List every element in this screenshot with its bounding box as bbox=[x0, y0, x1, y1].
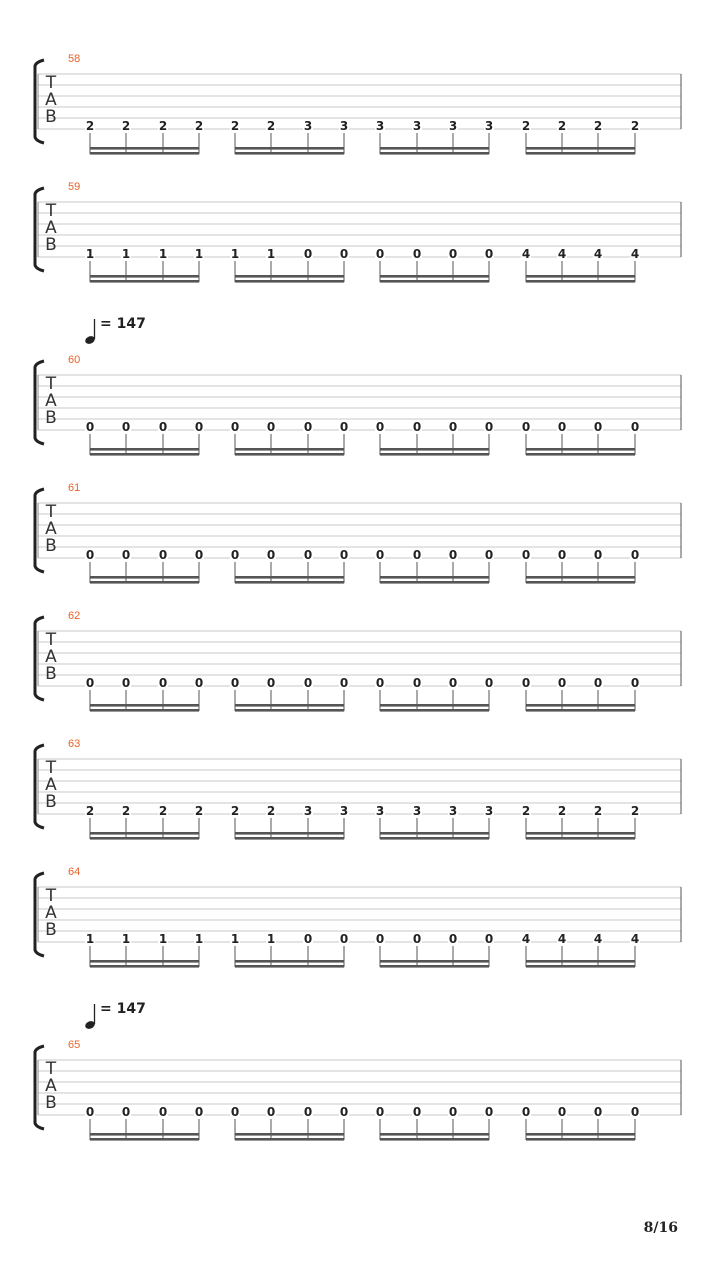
beam bbox=[380, 152, 489, 155]
fret-number: 0 bbox=[194, 1105, 204, 1119]
beam bbox=[526, 837, 635, 840]
bar-number: 58 bbox=[68, 53, 81, 65]
beam bbox=[90, 581, 199, 584]
beam bbox=[235, 576, 344, 579]
tab-system bbox=[35, 738, 681, 840]
tab-clef-letter: T bbox=[45, 630, 57, 650]
tab-clef-letter: A bbox=[45, 519, 57, 539]
tab-clef-letter: B bbox=[45, 664, 57, 684]
fret-number: 0 bbox=[339, 1105, 349, 1119]
fret-number: 0 bbox=[412, 676, 422, 690]
fret-number: 0 bbox=[85, 1105, 95, 1119]
fret-number: 2 bbox=[194, 804, 204, 818]
fret-number: 0 bbox=[484, 548, 494, 562]
tab-system bbox=[35, 53, 681, 155]
fret-number: 4 bbox=[593, 932, 603, 946]
beam bbox=[235, 960, 344, 963]
beam bbox=[90, 837, 199, 840]
tab-clef-letter: B bbox=[45, 235, 57, 255]
fret-number: 0 bbox=[521, 676, 531, 690]
fret-number: 2 bbox=[630, 119, 640, 133]
tab-clef-letter: A bbox=[45, 1076, 57, 1096]
beam bbox=[380, 965, 489, 968]
fret-number: 2 bbox=[593, 804, 603, 818]
fret-number: 2 bbox=[85, 119, 95, 133]
fret-number: 0 bbox=[557, 1105, 567, 1119]
fret-number: 0 bbox=[593, 676, 603, 690]
beam bbox=[90, 965, 199, 968]
beam bbox=[235, 704, 344, 707]
tab-clef-letter: T bbox=[45, 758, 57, 778]
fret-number: 3 bbox=[375, 119, 385, 133]
fret-number: 0 bbox=[230, 1105, 240, 1119]
tab-system bbox=[35, 610, 681, 712]
fret-number: 1 bbox=[194, 932, 204, 946]
fret-number: 0 bbox=[194, 548, 204, 562]
fret-number: 0 bbox=[121, 676, 131, 690]
fret-number: 0 bbox=[375, 676, 385, 690]
tab-system bbox=[35, 1001, 681, 1141]
fret-number: 3 bbox=[412, 804, 422, 818]
fret-number: 3 bbox=[339, 804, 349, 818]
beam bbox=[526, 709, 635, 712]
tab-clef-letter: B bbox=[45, 107, 57, 127]
beam bbox=[526, 576, 635, 579]
bar-number: 65 bbox=[68, 1039, 81, 1051]
fret-number: 0 bbox=[412, 548, 422, 562]
fret-number: 0 bbox=[339, 420, 349, 434]
fret-number: 4 bbox=[557, 247, 567, 261]
beam bbox=[380, 960, 489, 963]
beam bbox=[90, 1133, 199, 1136]
system-bracket bbox=[35, 745, 44, 828]
beam bbox=[90, 280, 199, 283]
beam bbox=[235, 1133, 344, 1136]
beam bbox=[235, 965, 344, 968]
fret-number: 0 bbox=[557, 420, 567, 434]
fret-number: 3 bbox=[412, 119, 422, 133]
page-number: 8/16 bbox=[643, 1220, 678, 1236]
system-bracket bbox=[35, 188, 44, 271]
fret-number: 0 bbox=[85, 420, 95, 434]
beam bbox=[526, 1138, 635, 1141]
fret-number: 0 bbox=[121, 420, 131, 434]
fret-number: 0 bbox=[375, 247, 385, 261]
fret-number: 4 bbox=[630, 932, 640, 946]
fret-number: 4 bbox=[521, 247, 531, 261]
tempo-marking: = 147 bbox=[100, 1001, 146, 1017]
fret-number: 3 bbox=[375, 804, 385, 818]
fret-number: 0 bbox=[230, 420, 240, 434]
beam bbox=[90, 448, 199, 451]
beam bbox=[90, 832, 199, 835]
fret-number: 1 bbox=[121, 247, 131, 261]
fret-number: 0 bbox=[630, 1105, 640, 1119]
beam bbox=[526, 965, 635, 968]
fret-number: 1 bbox=[85, 247, 95, 261]
beam bbox=[90, 709, 199, 712]
beam bbox=[526, 448, 635, 451]
system-bracket bbox=[35, 60, 44, 143]
tab-clef-letter: T bbox=[45, 201, 57, 221]
fret-number: 0 bbox=[303, 676, 313, 690]
beam bbox=[235, 275, 344, 278]
fret-number: 0 bbox=[303, 1105, 313, 1119]
tab-system bbox=[35, 181, 681, 283]
beam bbox=[90, 704, 199, 707]
fret-number: 3 bbox=[484, 804, 494, 818]
bar-number: 61 bbox=[68, 482, 81, 494]
fret-number: 0 bbox=[158, 676, 168, 690]
system-bracket bbox=[35, 1046, 44, 1129]
beam bbox=[90, 275, 199, 278]
fret-number: 0 bbox=[266, 420, 276, 434]
tab-clef-letter: T bbox=[45, 374, 57, 394]
fret-number: 3 bbox=[303, 119, 313, 133]
fret-number: 0 bbox=[158, 548, 168, 562]
beam bbox=[526, 832, 635, 835]
beam bbox=[526, 275, 635, 278]
beam bbox=[235, 709, 344, 712]
fret-number: 1 bbox=[158, 247, 168, 261]
beam bbox=[380, 832, 489, 835]
beam bbox=[526, 704, 635, 707]
fret-number: 0 bbox=[303, 932, 313, 946]
fret-number: 0 bbox=[121, 548, 131, 562]
fret-number: 2 bbox=[266, 804, 276, 818]
tab-clef-letter: A bbox=[45, 775, 57, 795]
beam bbox=[380, 275, 489, 278]
fret-number: 1 bbox=[194, 247, 204, 261]
fret-number: 0 bbox=[521, 1105, 531, 1119]
beam bbox=[235, 1138, 344, 1141]
beam bbox=[90, 1138, 199, 1141]
fret-number: 4 bbox=[593, 247, 603, 261]
fret-number: 0 bbox=[448, 247, 458, 261]
tab-clef-letter: T bbox=[45, 1059, 57, 1079]
fret-number: 0 bbox=[557, 548, 567, 562]
fret-number: 0 bbox=[484, 1105, 494, 1119]
fret-number: 0 bbox=[593, 1105, 603, 1119]
fret-number: 0 bbox=[266, 676, 276, 690]
fret-number: 0 bbox=[593, 420, 603, 434]
fret-number: 0 bbox=[266, 548, 276, 562]
beam bbox=[526, 280, 635, 283]
bar-number: 59 bbox=[68, 181, 81, 193]
fret-number: 0 bbox=[484, 247, 494, 261]
fret-number: 0 bbox=[339, 247, 349, 261]
fret-number: 0 bbox=[448, 932, 458, 946]
fret-number: 0 bbox=[412, 932, 422, 946]
tab-system bbox=[35, 482, 681, 584]
fret-number: 1 bbox=[158, 932, 168, 946]
fret-number: 2 bbox=[158, 804, 168, 818]
beam bbox=[235, 453, 344, 456]
fret-number: 2 bbox=[121, 804, 131, 818]
fret-number: 0 bbox=[339, 932, 349, 946]
fret-number: 4 bbox=[557, 932, 567, 946]
fret-number: 0 bbox=[194, 420, 204, 434]
tab-system bbox=[35, 316, 681, 456]
fret-number: 2 bbox=[593, 119, 603, 133]
bar-number: 60 bbox=[68, 354, 81, 366]
fret-number: 0 bbox=[521, 420, 531, 434]
fret-number: 1 bbox=[121, 932, 131, 946]
fret-number: 0 bbox=[630, 548, 640, 562]
fret-number: 2 bbox=[521, 119, 531, 133]
fret-number: 2 bbox=[194, 119, 204, 133]
beam bbox=[380, 1138, 489, 1141]
beam bbox=[526, 581, 635, 584]
fret-number: 0 bbox=[230, 548, 240, 562]
fret-number: 0 bbox=[630, 420, 640, 434]
fret-number: 0 bbox=[484, 932, 494, 946]
fret-number: 4 bbox=[521, 932, 531, 946]
fret-number: 0 bbox=[412, 420, 422, 434]
beam bbox=[90, 147, 199, 150]
system-bracket bbox=[35, 489, 44, 572]
beam bbox=[235, 832, 344, 835]
fret-number: 0 bbox=[194, 676, 204, 690]
fret-number: 0 bbox=[484, 676, 494, 690]
tab-clef-letter: T bbox=[45, 502, 57, 522]
fret-number: 0 bbox=[557, 676, 567, 690]
tab-clef-letter: A bbox=[45, 391, 57, 411]
fret-number: 3 bbox=[339, 119, 349, 133]
fret-number: 0 bbox=[266, 1105, 276, 1119]
fret-number: 0 bbox=[448, 676, 458, 690]
beam bbox=[235, 147, 344, 150]
tab-clef-letter: A bbox=[45, 90, 57, 110]
fret-number: 0 bbox=[593, 548, 603, 562]
system-bracket bbox=[35, 617, 44, 700]
beam bbox=[235, 152, 344, 155]
fret-number: 1 bbox=[230, 247, 240, 261]
fret-number: 2 bbox=[521, 804, 531, 818]
beam bbox=[235, 448, 344, 451]
fret-number: 0 bbox=[375, 548, 385, 562]
fret-number: 0 bbox=[121, 1105, 131, 1119]
fret-number: 0 bbox=[448, 420, 458, 434]
fret-number: 0 bbox=[630, 676, 640, 690]
beam bbox=[526, 147, 635, 150]
fret-number: 1 bbox=[266, 247, 276, 261]
fret-number: 2 bbox=[630, 804, 640, 818]
fret-number: 0 bbox=[412, 247, 422, 261]
fret-number: 2 bbox=[85, 804, 95, 818]
fret-number: 0 bbox=[85, 676, 95, 690]
tab-clef-letter: B bbox=[45, 408, 57, 428]
fret-number: 2 bbox=[230, 119, 240, 133]
tab-clef-letter: B bbox=[45, 792, 57, 812]
beam bbox=[380, 1133, 489, 1136]
fret-number: 0 bbox=[412, 1105, 422, 1119]
fret-number: 0 bbox=[375, 1105, 385, 1119]
beam bbox=[235, 837, 344, 840]
tab-clef-letter: T bbox=[45, 886, 57, 906]
fret-number: 0 bbox=[303, 247, 313, 261]
fret-number: 0 bbox=[158, 1105, 168, 1119]
beam bbox=[380, 837, 489, 840]
fret-number: 0 bbox=[448, 1105, 458, 1119]
bar-number: 64 bbox=[68, 866, 81, 878]
fret-number: 0 bbox=[339, 548, 349, 562]
beam bbox=[526, 960, 635, 963]
beam bbox=[90, 960, 199, 963]
fret-number: 1 bbox=[266, 932, 276, 946]
fret-number: 2 bbox=[230, 804, 240, 818]
tab-clef-letter: T bbox=[45, 73, 57, 93]
beam bbox=[380, 453, 489, 456]
fret-number: 0 bbox=[339, 676, 349, 690]
fret-number: 0 bbox=[375, 932, 385, 946]
fret-number: 2 bbox=[121, 119, 131, 133]
beam bbox=[235, 581, 344, 584]
fret-number: 0 bbox=[484, 420, 494, 434]
beam bbox=[380, 147, 489, 150]
beam bbox=[526, 152, 635, 155]
fret-number: 0 bbox=[303, 548, 313, 562]
tab-clef-letter: B bbox=[45, 1093, 57, 1113]
beam bbox=[380, 709, 489, 712]
beam bbox=[380, 581, 489, 584]
tab-system bbox=[35, 866, 681, 968]
fret-number: 0 bbox=[158, 420, 168, 434]
beam bbox=[526, 453, 635, 456]
beam bbox=[380, 704, 489, 707]
beam bbox=[90, 152, 199, 155]
fret-number: 0 bbox=[521, 548, 531, 562]
tab-clef-letter: B bbox=[45, 536, 57, 556]
fret-number: 0 bbox=[375, 420, 385, 434]
fret-number: 0 bbox=[230, 676, 240, 690]
tab-clef-letter: A bbox=[45, 218, 57, 238]
fret-number: 2 bbox=[557, 119, 567, 133]
fret-number: 3 bbox=[303, 804, 313, 818]
beam bbox=[90, 453, 199, 456]
beam bbox=[380, 576, 489, 579]
bar-number: 62 bbox=[68, 610, 81, 622]
fret-number: 3 bbox=[448, 119, 458, 133]
tab-clef-letter: B bbox=[45, 920, 57, 940]
beam bbox=[380, 280, 489, 283]
bar-number: 63 bbox=[68, 738, 81, 750]
beam bbox=[526, 1133, 635, 1136]
fret-number: 0 bbox=[85, 548, 95, 562]
system-bracket bbox=[35, 361, 44, 444]
fret-number: 4 bbox=[630, 247, 640, 261]
beam bbox=[90, 576, 199, 579]
beam bbox=[380, 448, 489, 451]
fret-number: 3 bbox=[448, 804, 458, 818]
fret-number: 1 bbox=[230, 932, 240, 946]
fret-number: 0 bbox=[303, 420, 313, 434]
fret-number: 1 bbox=[85, 932, 95, 946]
fret-number: 0 bbox=[448, 548, 458, 562]
system-bracket bbox=[35, 873, 44, 956]
beam bbox=[235, 280, 344, 283]
tempo-marking: = 147 bbox=[100, 316, 146, 332]
tab-clef-letter: A bbox=[45, 647, 57, 667]
fret-number: 2 bbox=[266, 119, 276, 133]
fret-number: 3 bbox=[484, 119, 494, 133]
fret-number: 2 bbox=[557, 804, 567, 818]
tab-clef-letter: A bbox=[45, 903, 57, 923]
fret-number: 2 bbox=[158, 119, 168, 133]
